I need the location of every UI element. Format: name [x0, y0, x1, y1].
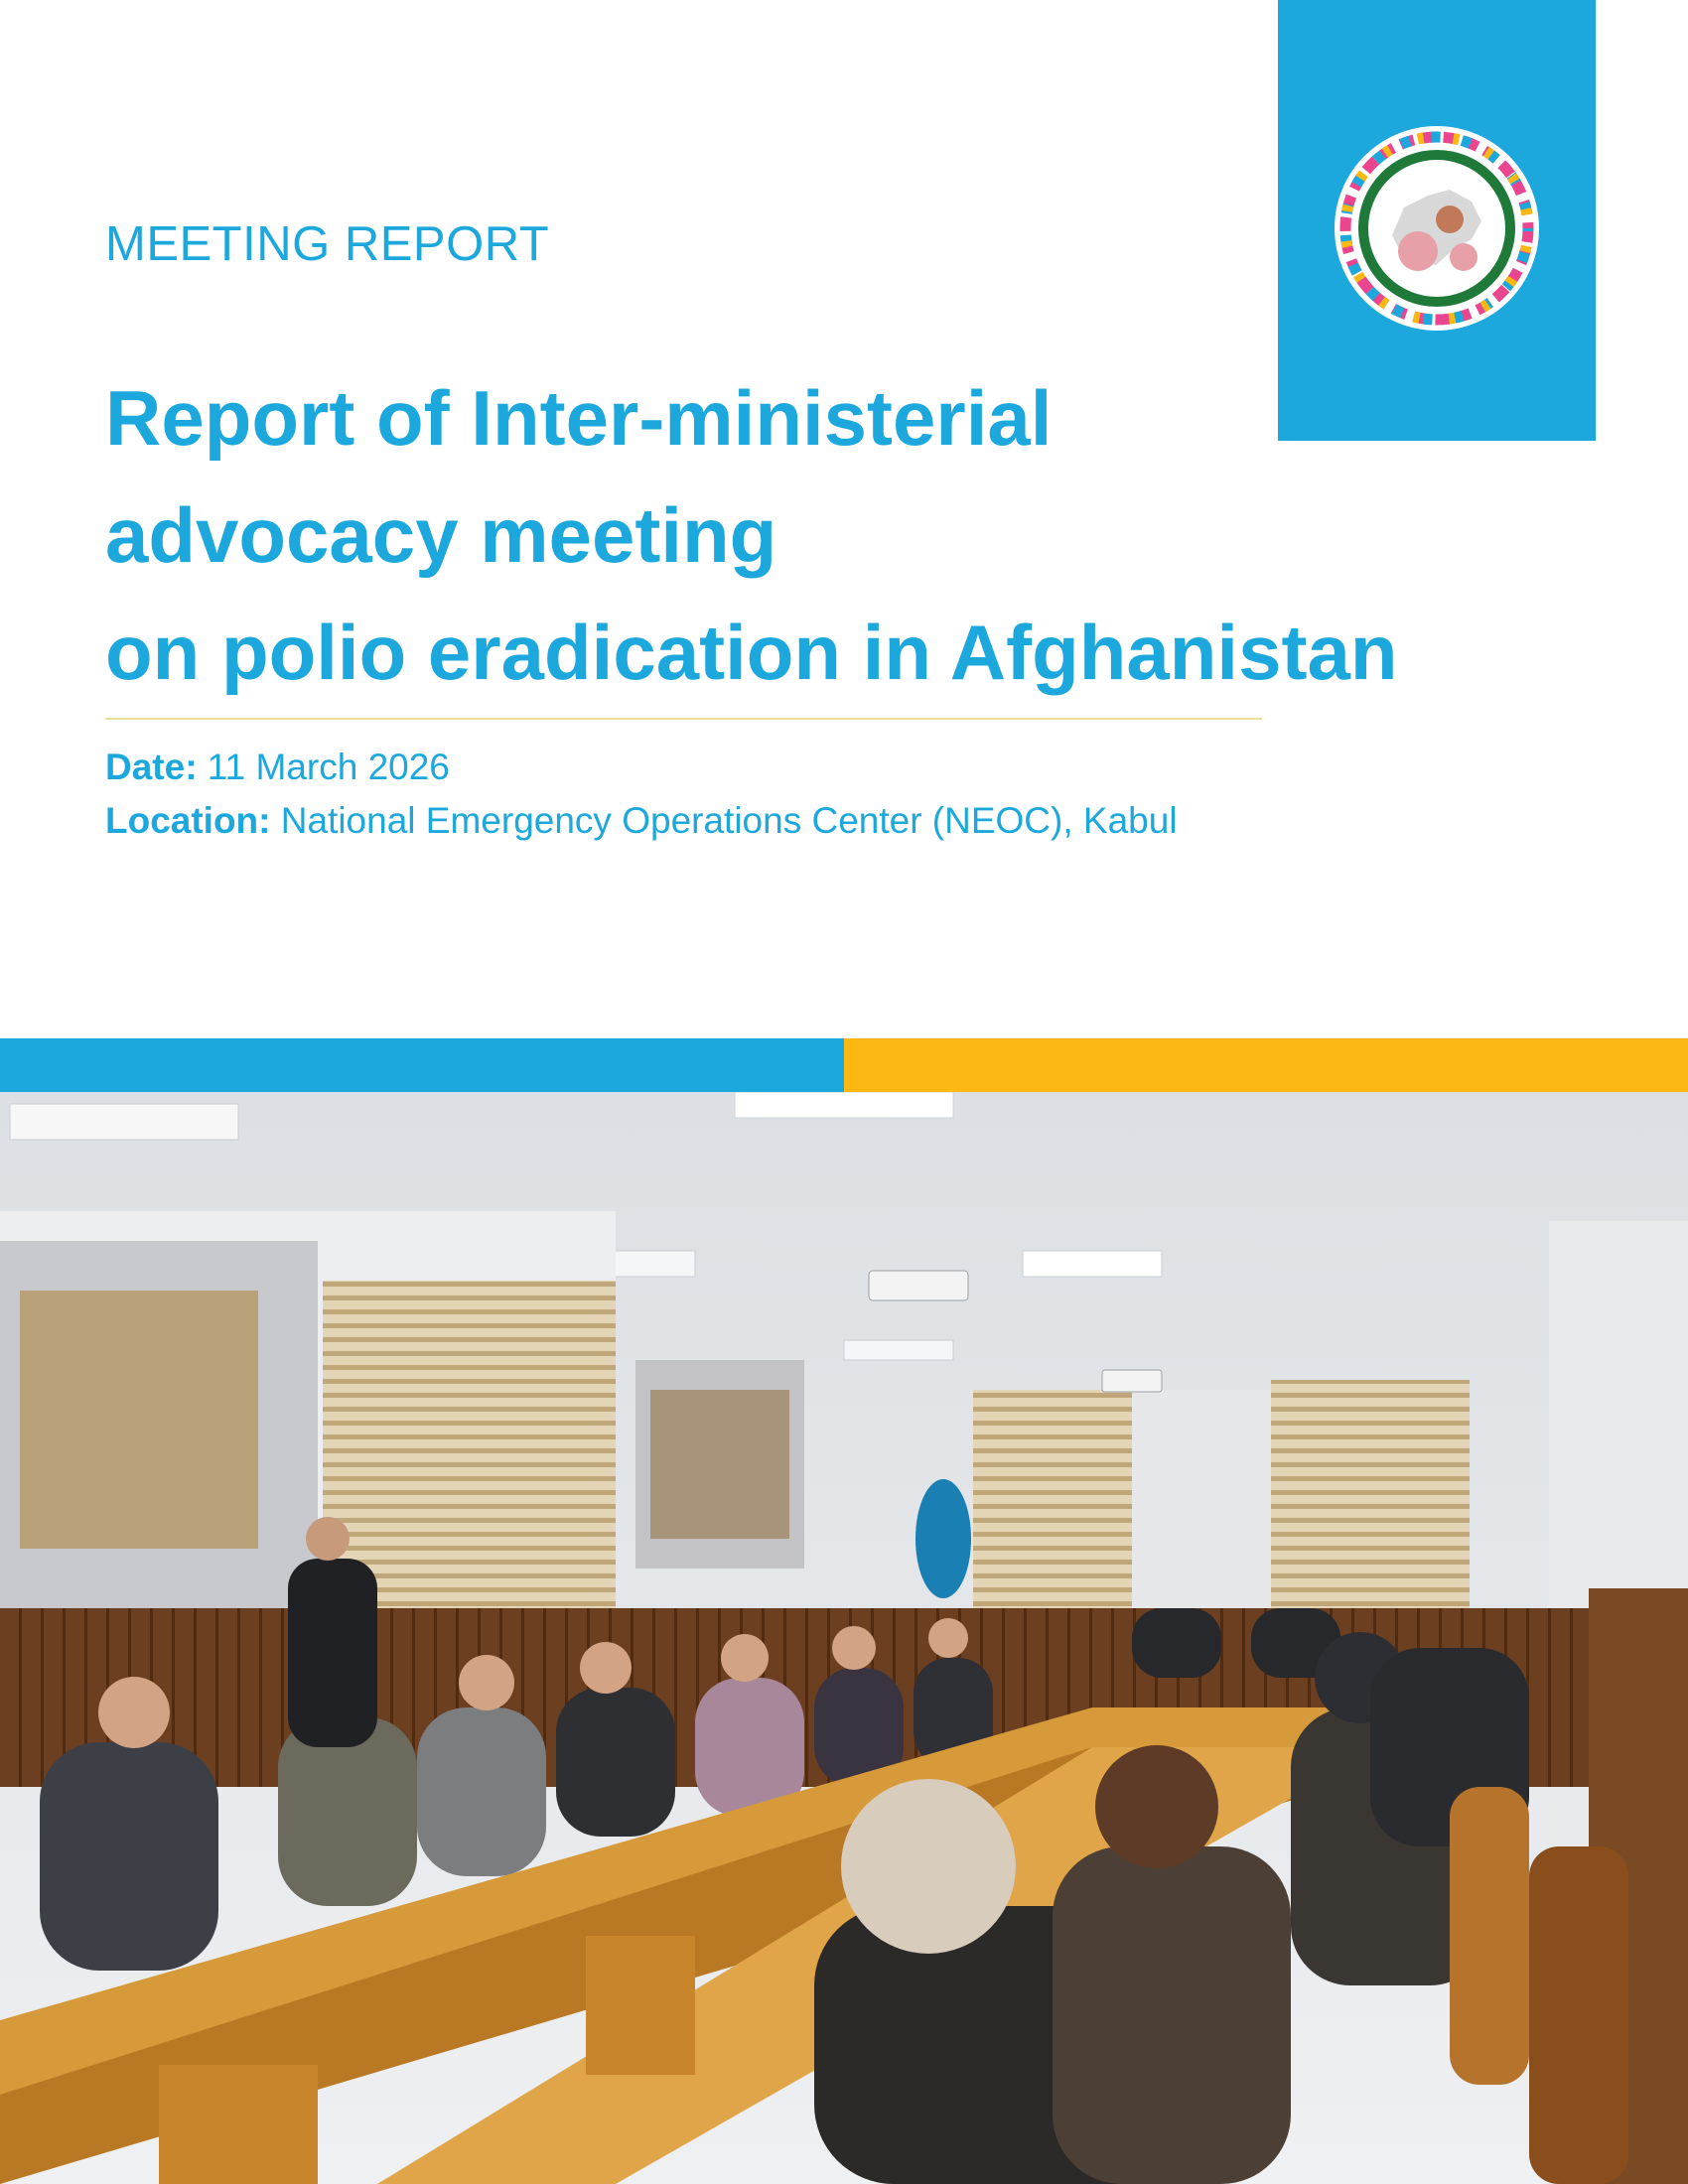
program-seal-logo-icon	[1333, 124, 1541, 333]
accent-band-yellow	[844, 1038, 1688, 1092]
date-value: 11 March 2026	[197, 747, 450, 787]
title-line: on polio eradication in Afghanistan	[105, 609, 1398, 696]
accent-band-blue	[0, 1038, 844, 1092]
meeting-date	[105, 747, 450, 788]
title-divider	[105, 718, 1262, 720]
report-type-label: MEETING REPORT	[105, 217, 550, 271]
title-line: Report of Inter-ministerial	[105, 374, 1053, 462]
meeting-location	[105, 800, 1178, 842]
title-line: advocacy meeting	[105, 491, 777, 579]
date-label: Date:	[105, 747, 198, 787]
meeting-room-photo-icon	[0, 1092, 1688, 2184]
location-value: National Emergency Operations Center (NEOC), Kabul	[270, 800, 1178, 841]
report-title	[105, 359, 1595, 711]
location-label: Location:	[105, 800, 271, 841]
